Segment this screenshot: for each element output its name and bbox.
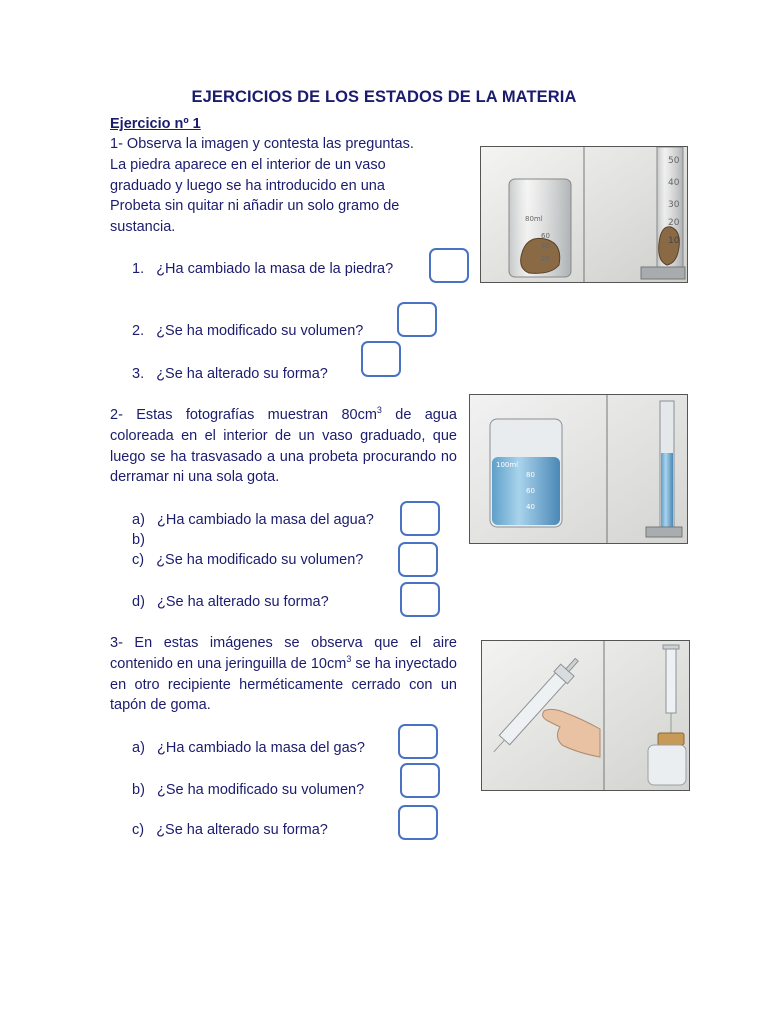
beaker-label: 40 [541,242,550,250]
question-2-a [132,512,374,528]
cylinder-label: 20 [668,218,680,228]
answer-box-2-c[interactable] [398,542,438,577]
beaker-label: 20 [541,255,550,263]
question-1-1 [132,261,393,277]
beaker-label: 100ml [496,461,519,469]
beaker-label: 80 [526,471,535,479]
question-2-d [132,594,329,610]
answer-box-1-2[interactable] [397,302,437,337]
answer-box-3-c[interactable] [398,805,438,840]
question-2-c [132,552,363,568]
beaker-label: 60 [526,487,535,495]
question-2-b [132,532,153,548]
question-text: ¿Se ha modificado su volumen? [156,552,364,568]
question-text: ¿Se ha modificado su volumen? [157,782,365,798]
exercise-1-line: graduado y luego se ha introducido en una [110,177,385,194]
beaker-label: 40 [526,503,535,511]
superscript: 3 [376,405,382,415]
answer-box-2-a[interactable] [400,501,440,536]
stone-beaker-cylinder-photo [480,146,688,283]
question-text: ¿Se ha alterado su forma? [156,366,328,382]
exercise-3-text: se ha inyectado en otro recipiente herméticamente cerrado con un tapón de goma. [110,655,457,714]
exercise-2-text: 2- Estas fotografías muestran 80cm [110,407,377,423]
question-marker: 3. [132,366,145,382]
question-marker: a) [132,740,145,756]
answer-box-1-1[interactable] [429,248,469,283]
question-1-2 [132,323,363,339]
question-1-3 [132,366,328,382]
question-marker: c) [132,822,145,838]
cylinder-label: 50 [668,156,680,166]
answer-box-1-3[interactable] [361,341,401,377]
question-marker: c) [132,552,145,568]
superscript: 3 [346,653,352,664]
exercise-3-statement [110,633,457,716]
exercise-1-line: 1- Observa la imagen y contesta las preguntas. [110,136,414,152]
exercise-heading: Ejercicio nº 1 [110,116,201,132]
beaker-label: 60 [541,232,550,240]
answer-box-3-b[interactable] [400,763,440,798]
question-text: ¿Ha cambiado la masa del agua? [157,512,374,528]
page-title: EJERCICIOS DE LOS ESTADOS DE LA MATERIA [191,88,577,106]
answer-box-3-a[interactable] [398,724,438,759]
question-marker: 1. [132,261,145,277]
cylinder-label: 10 [668,236,680,246]
question-text: ¿Ha cambiado la masa de la piedra? [156,261,394,277]
question-marker: b) [132,782,145,798]
question-marker: d) [132,594,145,610]
question-marker: 2. [132,323,145,339]
question-text: ¿Se ha alterado su forma? [157,594,329,610]
answer-box-2-d[interactable] [400,582,440,617]
exercise-3-text: 3- En estas imágenes se observa que el aire contenido en una jeringuilla de 10cm [110,635,457,672]
question-text: ¿Se ha alterado su forma? [156,822,328,838]
exercise-1-line: La piedra aparece en el interior de un vaso [110,156,386,173]
exercise-2-statement [110,405,457,488]
question-text: ¿Se ha modificado su volumen? [156,323,364,339]
question-marker: a) [132,512,145,528]
question-3-a [132,740,365,756]
cylinder-label: 40 [668,178,680,188]
exercise-1-line: sustancia. [110,219,176,236]
syringe-bottle-photo [481,640,690,791]
question-marker: b) [132,532,145,548]
cylinder-label: 30 [668,200,680,210]
water-beaker-cylinder-photo [469,394,688,544]
question-3-b [132,782,364,798]
exercise-2-text: de agua coloreada en el interior de un vaso graduado, que luego se ha trasvasado a una probeta procurando no derramar ni una sola gota. [110,407,457,486]
exercise-1-line: Probeta sin quitar ni añadir un solo gramo de [110,198,400,215]
question-3-c [132,822,328,838]
beaker-label: 80ml [525,215,543,223]
question-text: ¿Ha cambiado la masa del gas? [157,740,365,756]
exercise-1-statement [110,134,460,238]
